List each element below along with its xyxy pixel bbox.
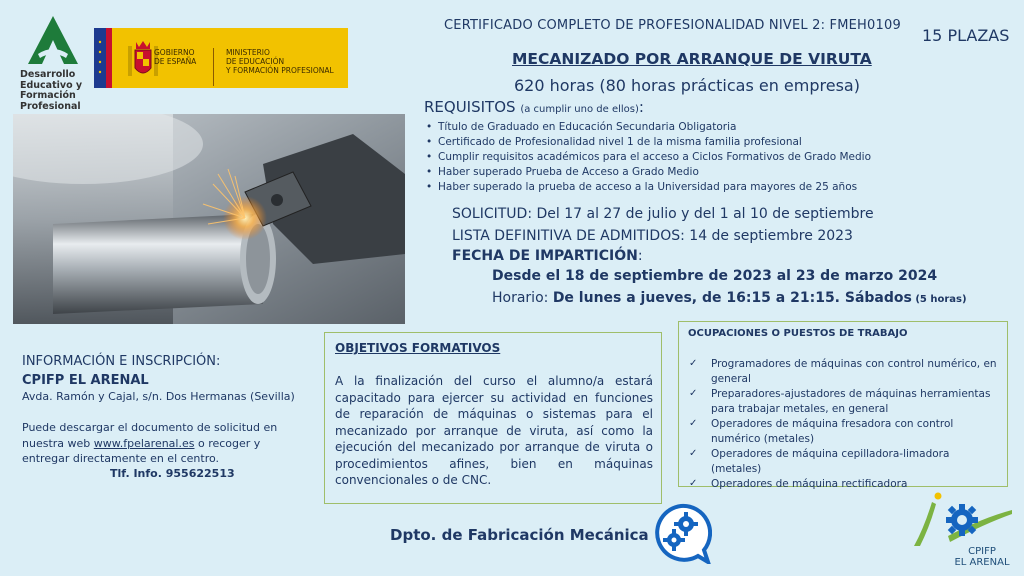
ministerio-text-line: Y FORMACIÓN PROFESIONAL [226,66,334,75]
requirements-heading [424,98,644,116]
junta-text-line: Desarrollo [20,69,76,80]
ministerio-text-line: DE EDUCACIÓN [226,57,285,66]
occupation-item: ✓ Operadores de máquina cepilladora-limadora (metales) [687,447,1003,476]
arenal-text-line: EL ARENAL [954,557,1010,568]
info-heading: INFORMACIÓN E INSCRIPCIÓN: [22,354,221,369]
horario-value: De lunes a jueves, de 16:15 a 21:15. Sábados [552,290,912,306]
course-title: MECANIZADO POR ARRANQUE DE VIRUTA [512,50,872,68]
arenal-logo-text [944,546,1020,568]
info-paragraph [22,420,302,467]
horario-note: (5 horas) [911,294,967,305]
info-center-name: CPIFP EL ARENAL [22,373,149,388]
solicitud-dates: SOLICITUD: Del 17 al 27 de julio y del 1 al 10 de septiembre [452,206,874,222]
fecha-colon: : [637,248,643,264]
ministerio-text-line: MINISTERIO [226,48,270,57]
horario [492,290,967,306]
objectives-box [324,332,662,504]
fecha-label-text: FECHA DE IMPARTICIÓN [452,248,638,264]
junta-logo-text [20,70,90,112]
objectives-title: OBJETIVOS FORMATIVOS [335,341,501,355]
lista-admitidos-date: LISTA DEFINITIVA DE ADMITIDOS: 14 de septiembre 2023 [452,228,853,244]
requirement-item: • Certificado de Profesionalidad nivel 1 de la misma familia profesional [424,135,924,150]
gears-speech-bubble-icon [650,502,712,564]
occupation-item: ✓ Programadores de máquinas con control numérico, en general [687,357,1003,386]
occupation-item: ✓ Operadores de máquina fresadora con control numérico (metales) [687,417,1003,446]
gov-text-line: DE ESPAÑA [154,57,197,66]
requirement-item: • Haber superado Prueba de Acceso a Grado Medio [424,165,924,180]
requirements-list [424,120,924,195]
info-para-before: Puede descargar el documento de solicitud en nuestra web [22,421,278,450]
gov-text-line: GOBIERNO [154,48,195,57]
objectives-text: A la finalización del curso el alumno/a estará capacitado para ejercer su actividad en funciones de reparación de máquinas o sistemas para el mecanizado por arranque de viruta, así como la ejecución del mecanizado por arranque de viruta o procedimientos afines, bien en máquinas convencionales o de CNC. [335,374,653,487]
info-para-after: o recoger y entregar directamente en el centro. [22,436,261,465]
fecha-imparticion-range: Desde el 18 de septiembre de 2023 al 23 de marzo 2024 [492,268,938,284]
occupations-list [687,357,1003,493]
course-hours: 620 horas (80 horas prácticas en empresa) [514,76,860,95]
requirements-heading-text: REQUISITOS [424,98,516,116]
junta-text-line: Educativo y [20,79,83,91]
occupations-title: OCUPACIONES O PUESTOS DE TRABAJO [688,328,908,339]
website-link[interactable]: www.fpelarenal.es [93,436,195,450]
occupation-item: ✓ Preparadores-ajustadores de máquinas herramientas para trabajar metales, en general [687,387,1003,416]
junta-text-line: Formación [20,90,76,101]
lathe-machining-photo [13,114,405,324]
gobierno-text [154,48,214,86]
requirements-colon: : [638,98,644,116]
gear-arenal-logo-icon [902,488,1014,550]
department-name: Dpto. de Fabricación Mecánica [390,526,649,544]
plazas-count: 15 PLAZAS [922,26,1010,45]
arenal-text-line: CPIFP [968,546,996,557]
junta-andalucia-logo-icon [22,14,84,68]
occupation-item: ✓ Operadores de máquina rectificadora [687,477,1003,492]
info-address: Avda. Ramón y Cajal, s/n. Dos Hermanas (Sevilla) [22,390,295,403]
horario-label: Horario: [492,290,553,306]
requirement-item: • Título de Graduado en Educación Secundaria Obligatoria [424,120,924,135]
requirement-item: • Cumplir requisitos académicos para el acceso a Ciclos Formativos de Grado Medio [424,150,924,165]
requirement-item: • Haber superado la prueba de acceso a la Universidad para mayores de 25 años [424,180,924,195]
occupations-box [678,321,1008,490]
certificate-heading: CERTIFICADO COMPLETO DE PROFESIONALIDAD NIVEL 2: FMEH0109 [444,18,901,33]
info-phone: Tlf. Info. 955622513 [110,467,235,480]
fecha-imparticion-label [452,248,643,264]
ministerio-text [226,48,346,75]
gobierno-logo-banner [94,28,348,88]
requirements-note: (a cumplir uno de ellos) [520,104,639,115]
junta-text-line: Profesional [20,100,81,112]
